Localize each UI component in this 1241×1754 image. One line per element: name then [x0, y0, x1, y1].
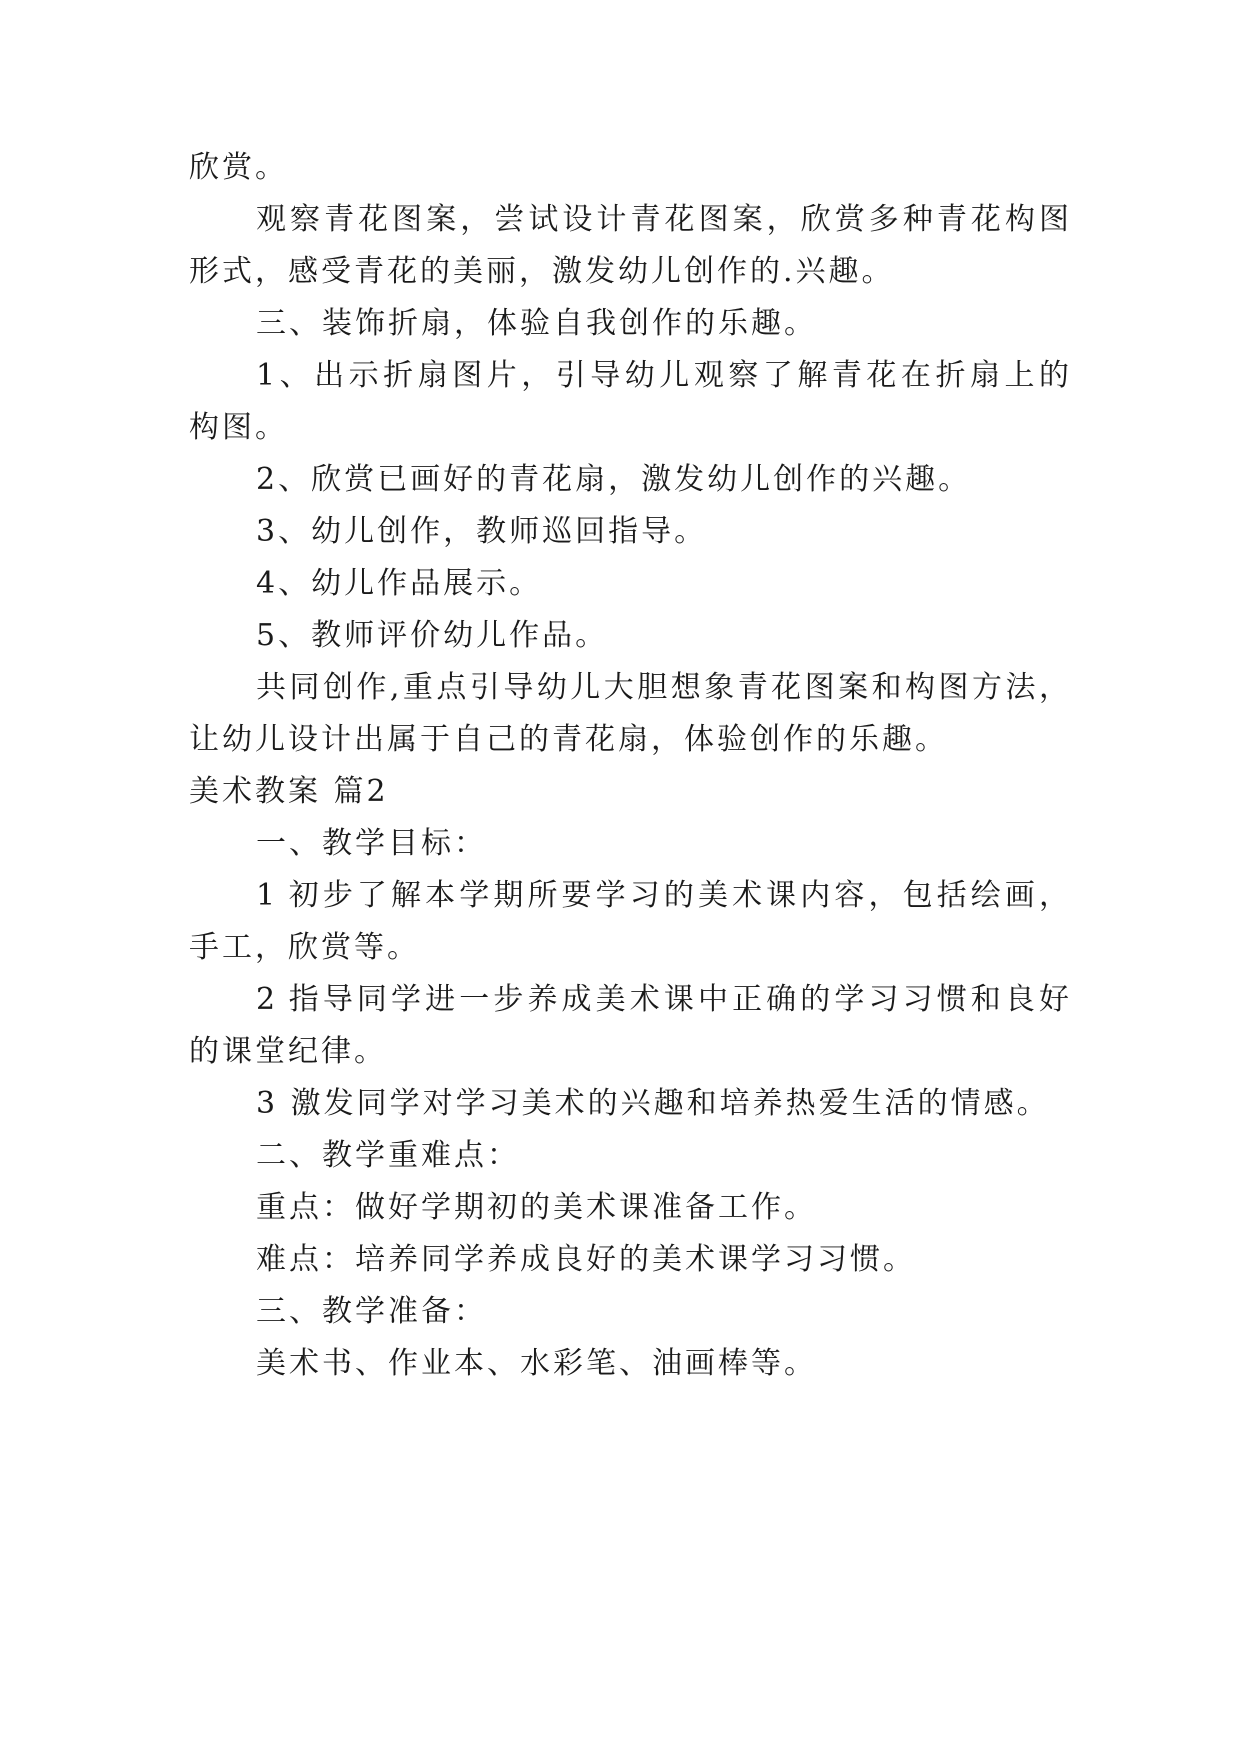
text-line: 一、教学目标： [256, 826, 487, 861]
text-line: 4、幼儿作品展示。 [256, 566, 543, 601]
text-line: 手工，欣赏等。 [189, 930, 420, 965]
text-line: 5、教师评价幼儿作品。 [256, 618, 609, 653]
text-line: 让幼儿设计出属于自己的青花扇，体验创作的乐趣。 [189, 722, 948, 757]
text-line: 三、教学准备： [256, 1294, 487, 1329]
text-line: 美术书、作业本、水彩笔、油画棒等。 [256, 1346, 817, 1381]
text-line: 1 初步了解本学期所要学习的美术课内容，包括绘画， [256, 878, 1069, 913]
text-line: 重点：做好学期初的美术课准备工作。 [256, 1190, 817, 1225]
text-line: 欣赏。 [189, 150, 288, 185]
text-line: 观察青花图案，尝试设计青花图案，欣赏多种青花构图 [256, 202, 1069, 237]
text-line: 共同创作,重点引导幼儿大胆想象青花图案和构图方法， [256, 670, 1069, 705]
text-line: 构图。 [189, 410, 288, 445]
text-line: 二、教学重难点： [256, 1138, 520, 1173]
text-line: 2 指导同学进一步养成美术课中正确的学习习惯和良好 [256, 982, 1069, 1017]
text-line: 3、幼儿创作，教师巡回指导。 [256, 514, 708, 549]
section-heading: 美术教案 篇2 [189, 774, 389, 809]
text-line: 难点：培养同学养成良好的美术课学习习惯。 [256, 1242, 916, 1277]
text-line: 形式，感受青花的美丽，激发幼儿创作的.兴趣。 [189, 254, 895, 289]
text-line: 1、出示折扇图片，引导幼儿观察了解青花在折扇上的 [256, 358, 1069, 393]
text-line: 2、欣赏已画好的青花扇，激发幼儿创作的兴趣。 [256, 462, 972, 497]
text-line: 的课堂纪律。 [189, 1034, 387, 1069]
text-line: 三、装饰折扇，体验自我创作的乐趣。 [256, 306, 817, 341]
text-line: 3 激发同学对学习美术的兴趣和培养热爱生活的情感。 [256, 1086, 1050, 1121]
